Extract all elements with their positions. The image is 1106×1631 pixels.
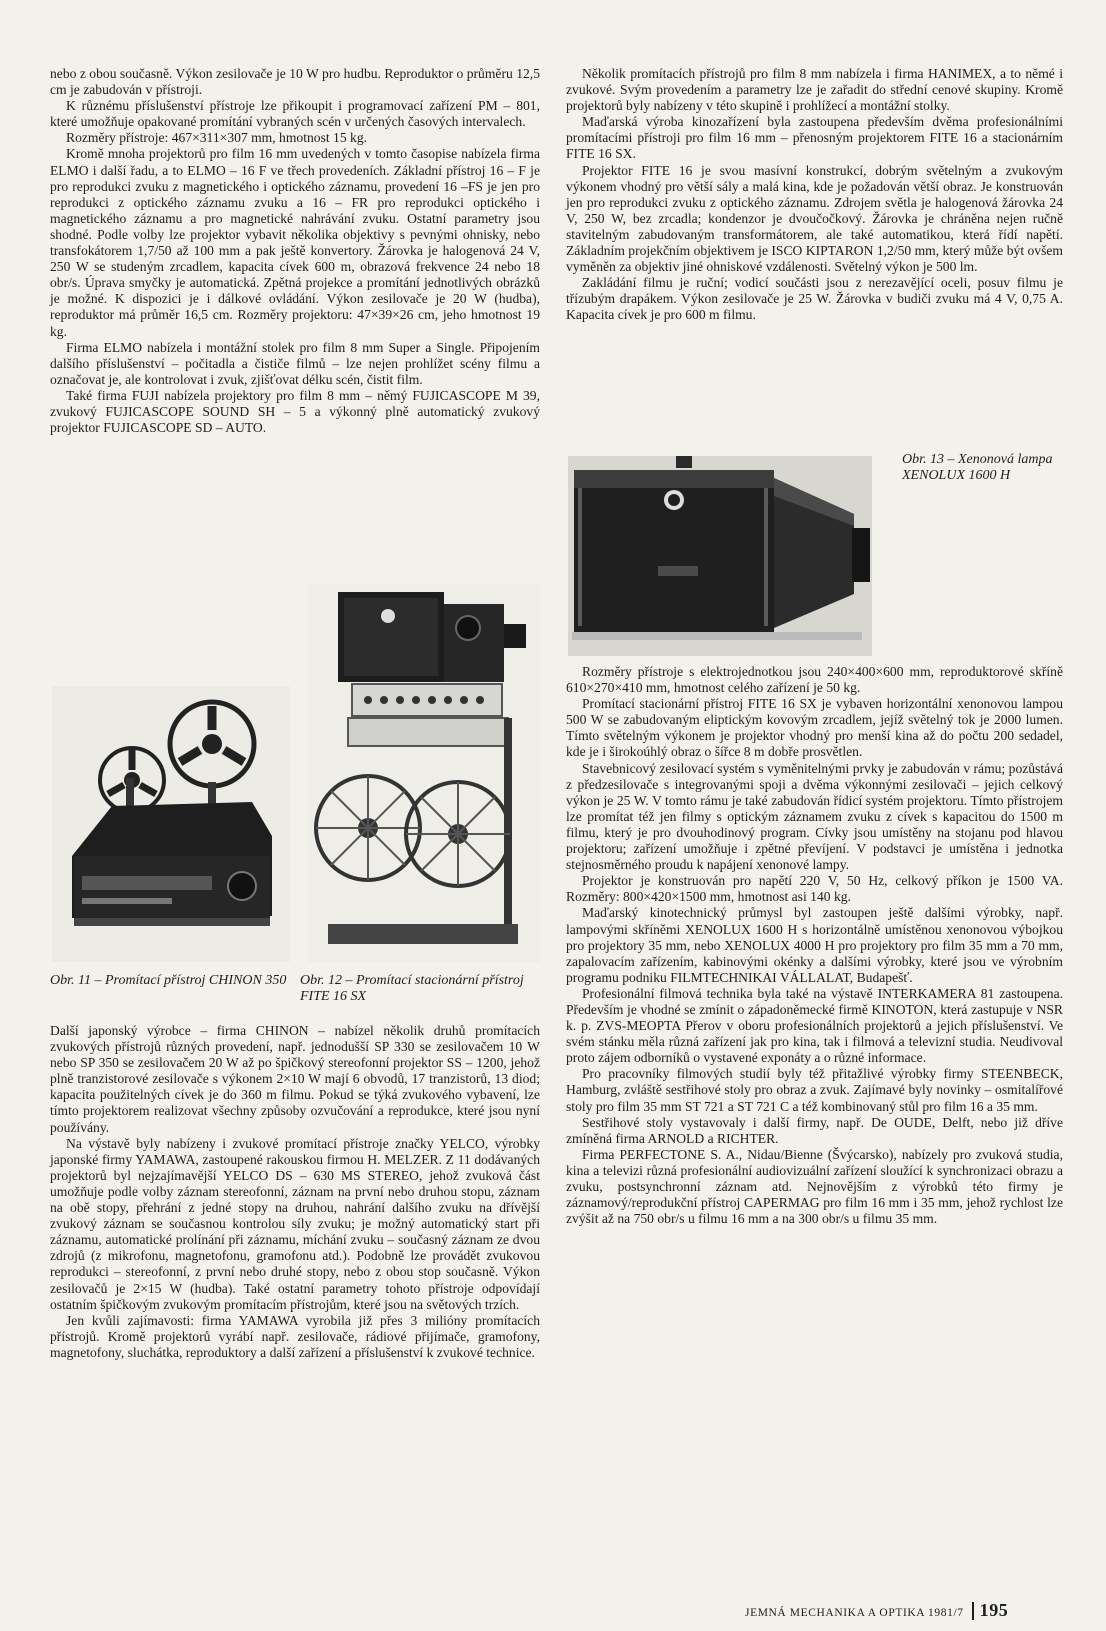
journal-name: JEMNÁ MECHANIKA A OPTIKA 1981/7 — [745, 1607, 964, 1619]
paragraph: Sestřihové stoly vystavovaly i další firmy, např. De OUDE, Delft, nebo již dříve zmíněná firma ARNOLD a RICHTER. — [566, 1114, 1063, 1146]
paragraph: Firma PERFECTONE S. A., Nidau/Bienne (Švýcarsko), nabízely pro zvuková studia, kina a televizi různá profesionální audiovizuální zařízení sloužící k synchronizaci obrazu a zvuku, postsynchronní záznam atd. Nejnovějším z výrobků této firmy je záznamový/reprodukční přístroj CAPERMAG pro film 16 mm i 35 mm, jehož rychlost lze zvýšit až na 750 obr/s u filmu 16 mm a na 300 obr/s u filmu 35 mm. — [566, 1146, 1063, 1227]
paragraph: Kromě mnoha projektorů pro film 16 mm uvedených v tomto časopise nabízela firma ELMO i další řadu, a to ELMO – 16 F ve třech provedeních. Základní přístroj 16 – F je pro reprodukci zvuku z magnetického i optického záznamu, provedení 16 –FS je jen pro reprodukci z optického záznamu zvuku a 16 – FR pro reprodukci optického i magnetického záznamu a pro magnetické nahrávání zvuku. Ostatní parametry jsou shodné. Podle volby lze projektor vybavit několika objektivy s pevnými ohnisky, nebo transfokátorem 1,7/50 až 100 mm a pak ještě konvertory. Žárovka je halogenová 24 V, 250 W se studeným zrcadlem, kapacita cívek 600 m, obrazová frekvence 24 nebo 18 obr/s. Úprava smyčky je automatická. Zpětná projekce a promítání jednotlivých obrázků je možné. K dispozici je i dálkové ovládání. Výkon zesilovače je 20 W (hudba), reproduktor má průměr 16,5 cm. Rozměry projektoru: 47×39×26 cm, jeho hmotnost 19 kg. — [50, 146, 540, 339]
figure-12-caption: Obr. 12 – Promítací stacionární přístroj FITE 16 SX — [300, 973, 524, 1004]
paragraph: K různému příslušenství přístroje lze přikoupit i programovací zařízení PM – 801, které umožňuje opakované promítání vybraných scén v určených časových intervalech. — [50, 98, 540, 130]
paragraph: Také firma FUJI nabízela projektory pro film 8 mm – němý FUJICASCOPE M 39, zvukový FUJICASCOPE SOUND SH – 5 a výkonný plně automatický zvukový projektor FUJICASCOPE SD – AUTO. — [50, 387, 540, 436]
right-column-top — [566, 66, 1063, 324]
paragraph: Maďarský kinotechnický průmysl byl zastoupen ještě dalšími výrobky, např. lampovými skříněmi XENOLUX 1600 H s horizontálně umístěnou xenonovou výbojkou pro projektory 35 mm, nebo XENOLUX 4000 H pro projektory pro film 35 mm a 70 mm, zapalovacím zařízením, kabinovými okénky a dalšími výrobky, které jsou ve výrobním programu podniku FILMTECHNIKAI VÁLLALAT, Budapešť. — [566, 905, 1063, 985]
paragraph: Projektor je konstruován pro napětí 220 V, 50 Hz, celkový příkon je 1500 VA. Rozměry: 800×420×1500 mm, hmotnost asi 140 kg. — [566, 873, 1063, 905]
paragraph: Stavebnicový zesilovací systém s vyměnitelnými prvky je zabudován v rámu; pozůstává z předzesilovače s integrovanými spoji a dvěma výkonnými zesilovači – jejich celkový výkon je 25 W. V tomto rámu je také zabudován řídicí systém projektoru. Tímto přístrojem lze promítat též jen filmy s optickým záznamem zvuku z cívek s kapacitou do 1500 m filmu, který je pro dvouhodinový program. Cívky jsou umístěny na stojanu pod hlavou projektoru; zařízení umožňuje i zpětné převíjení. V podstavci je umístěna i jednotka stejnosměrného proudu k napájení xenonové lampy. — [566, 760, 1063, 873]
paragraph: Projektor FITE 16 je svou masívní konstrukcí, dobrým světelným a zvukovým výkonem vhodný pro větší sály a malá kina, kde je požadován větší obraz. Je konstruován jen pro reprodukci zvuku z optického záznamu. Zdrojem světla je halogenová žárovka 24 V, 250 W, bez zrcadla; kondenzor je dvoučočkový. Žárovka je chráněna nejen ručně stavitelným zabudovaným transformátorem, ale také automatikou, která řídí napětí. Základním projekčním objektivem je ISCO KIPTARON 1,2/50 mm, který může být ovšem vyměněn za objektiv jiné ohniskové vzdálenosti. Světelný výkon je 500 lm. — [566, 162, 1063, 275]
paragraph: Promítací stacionární přístroj FITE 16 SX je vybaven horizontální xenonovou lampou 500 W se zabudovaným eliptickým kovovým zrcadlem, jejíž světelný tok je 2000 lumen. Tímto světelným výkonem je projektor vhodný pro menší kina až do počtu 200 sedadel, kde je i širokoúhlý obraz o šířce 8 m dobře prosvětlen. — [566, 696, 1063, 760]
chinon-projector-photo — [52, 686, 290, 962]
paragraph: Další japonský výrobce – firma CHINON – nabízel několik druhů promítacích zvukových přístrojů různých provedení, např. jednodušší SP 330 se zesilovačem 10 W nebo SP 350 se zesilovačem 20 W až po špičkový stereofonní projektor SS – 1200, jehož plně tranzistorové zesilovače s výkonem 2×10 W mají 6 obvodů, 17 tranzistorů, 13 diod; kapacita použitelných cívek je do 360 m filmu. Pokud se týká zvukového vybavení, lze tímto projektorem realizovat všechny způsoby ozvučování a reprodukce, které jsou nyní používány. — [50, 1023, 540, 1135]
paragraph: Rozměry přístroje s elektrojednotkou jsou 240×400×600 mm, reproduktorové skříně 610×270×410 mm, hmotnost celého zařízení je 50 kg. — [566, 664, 1063, 696]
figure-13-caption: Obr. 13 – Xenonová lampa XENOLUX 1600 H — [902, 452, 1053, 483]
right-column-bottom — [566, 664, 1063, 1227]
paragraph: Firma ELMO nabízela i montážní stolek pro film 8 mm Super a Single. Připojením dalšího příslušenství – počitadla a čističe filmů – lze nejen prohlížet scény filmu a označovat je, ale kontrolovat i zvuk, zjišťovat délku scén, čistit film. — [50, 339, 540, 387]
paragraph: Několik promítacích přístrojů pro film 8 mm nabízela i firma HANIMEX, a to němé i zvukové. Svým provedením a parametry lze je zařadit do střední cenové skupiny. Kromě projektorů byly nabízeny v této skupině i prohlížecí a montážní stolky. — [566, 66, 1063, 114]
left-column-top — [50, 66, 540, 436]
paragraph: nebo z obou současně. Výkon zesilovače je 10 W pro hudbu. Reproduktor o průměru 12,5 cm je zabudován v přístroji. — [50, 66, 540, 98]
left-column-bottom — [50, 1023, 540, 1361]
page-number: 195 — [979, 1600, 1009, 1620]
paragraph: Na výstavě byly nabízeny i zvukové promítací přístroje značky YELCO, výrobky japonské firmy YAMAWA, zastoupené rakouskou firmou H. MELZER. Z 11 dodávaných projektorů byl nejzajímavější YELCO DS – 630 MS STEREO, jehož zvuková část umožňuje podle volby záznam stereofonní, záznam na první nebo druhou stopu, záznam na obě stopy, přehrání z jedné stopy na druhou, nahrání dalšího zvuku na dřívější zvukový záznam se současnou kontrolou síly zvuku; je možný automatický start při záznamu, automatické prolínání při záznamu, míchání zvuku – současný záznam ze dvou zdrojů (z mikrofonu, magnetofonu, gramofonu atd.). Podobně lze provádět zvukovou reprodukci – stereofonní, z první nebo druhé stopy, nebo z obou stop současně. Výkon zesilovačů je 2×15 W (hudba). Také ostatní parametry tohoto přístroje odpovídají ostatním špičkovým zvukovým promítacím přístrojům, které jsou na světových trzích. — [50, 1135, 540, 1312]
xenolux-lamp-photo — [568, 456, 872, 656]
paragraph: Zakládání filmu je ruční; vodicí součásti jsou z nerezavějící oceli, posuv filmu je třízubým drapákem. Výkon zesilovače je 25 W. Žárovka v budiči zvuku má 4 V, 0,75 A. Kapacita cívek je pro 600 m filmu. — [566, 275, 1063, 323]
footer-divider — [972, 1602, 974, 1620]
paragraph: Maďarská výroba kinozařízení byla zastoupena především dvěma profesionálními promítacími přístroji pro film 16 mm – přenosným projektorem FITE 16 a stacionárním FITE 16 SX. — [566, 114, 1063, 162]
fite-projector-photo — [308, 584, 540, 962]
paragraph: Rozměry přístroje: 467×311×307 mm, hmotnost 15 kg. — [66, 130, 368, 146]
paragraph: Pro pracovníky filmových studií byly též přitažlivé výrobky firmy STEENBECK, Hamburg, zvláště sestřihové stoly pro obraz a zvuk. Zajímavé byly novinky – osmitalířové stoly pro film 35 mm ST 721 a ST 721 C a též kombinovaný stůl pro film 16 a 35 mm. — [566, 1066, 1063, 1114]
paragraph: Profesionální filmová technika byla také na výstavě INTERKAMERA 81 zastoupena. Především je vhodné se zmínit o západoněmecké firmě KINOTON, která zastupuje v NSR k. p. ZVS-MEOPTA Přerov v oboru profesionálních projektorů a jejich příslušenství. Ve svém stánku měla různá zařízení jak pro kina, tak i filmová a televizní studia. Neudivoval proto zájem odborníků o vystavené exponáty a o různé informace. — [566, 985, 1063, 1066]
paragraph: Jen kvůli zajímavosti: firma YAMAWA vyrobila již přes 3 milióny promítacích přístrojů. Kromě projektorů vyrábí např. zesilovače, rádiové přijímače, gramofony, magnetofony, sluchátka, reproduktory a další zařízení a příslušenství k zvukové technice. — [50, 1312, 540, 1360]
page-footer — [745, 1600, 1008, 1621]
figure-11-caption: Obr. 11 – Promítací přístroj CHINON 350 — [50, 973, 287, 988]
